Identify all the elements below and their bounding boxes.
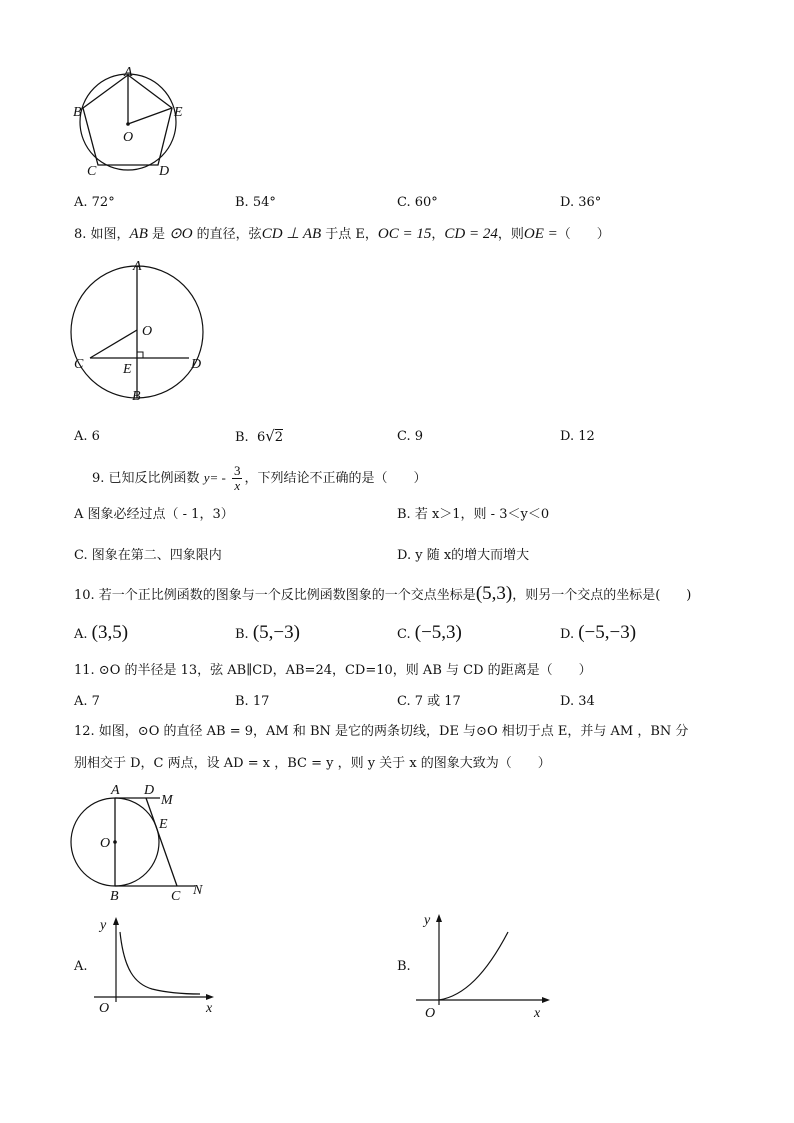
q10-option-b[interactable]	[235, 622, 300, 646]
y-axis-label: y	[424, 913, 431, 928]
q9-option-a[interactable]: A 图象必经过点（ - 1，3）	[74, 507, 234, 522]
radius-oc	[90, 330, 137, 358]
pentagon-circle-figure	[60, 62, 200, 182]
origin-label: O	[425, 1006, 436, 1020]
q11-option-b[interactable]: B. 17	[235, 694, 270, 709]
q10-option-a-value: (3,5)	[91, 622, 129, 643]
q8-then: ，则	[497, 227, 524, 242]
radius-oe	[128, 108, 172, 124]
q7-option-c[interactable]: C. 60°	[397, 195, 438, 210]
x-axis-arrow-icon	[542, 997, 550, 1003]
q8-oc-eq: OC = 15	[377, 226, 432, 242]
q9-stem-a: 9. 已知反比例函数	[92, 471, 200, 486]
q10-stem-a: 10. 若一个正比例函数的图象与一个反比例函数图象的一个交点坐标是	[74, 588, 476, 603]
q10-stem	[74, 583, 691, 607]
label-e: E	[174, 105, 183, 120]
q12-tangent-figure	[60, 780, 220, 905]
q8-blank: （ ）	[557, 227, 610, 242]
x-axis-label: x	[534, 1006, 541, 1020]
q12-option-b-label[interactable]: B.	[397, 959, 411, 974]
q8-circle-figure	[62, 252, 222, 407]
q11-option-d[interactable]: D. 34	[560, 694, 595, 709]
origin-label: O	[99, 1001, 110, 1016]
q8-option-c[interactable]: C. 9	[397, 429, 424, 444]
y-axis-arrow-icon	[113, 917, 119, 925]
q10-option-d-label: D.	[560, 627, 575, 642]
q8-cd-eq: CD = 24	[444, 226, 498, 242]
increasing-curve	[439, 932, 508, 1000]
center-point	[113, 840, 117, 844]
q8-option-b-coef: 6	[256, 430, 266, 445]
center-point	[126, 122, 130, 126]
label-o: O	[100, 836, 111, 851]
q10-point: (5,3)	[475, 583, 513, 604]
q9-stem-b: ，下列结论不正确的是（ ）	[244, 471, 427, 486]
q8-chord: 的直径，弦	[192, 227, 262, 242]
q9-fraction	[232, 464, 243, 493]
sqrt-icon: √	[265, 427, 275, 445]
q11-stem: 11. ⊙O 的半径是 13，弦 AB∥CD，AB=24，CD=10，则 AB 与 CD 的距离是（ ）	[74, 663, 592, 678]
label-b: B	[132, 389, 141, 404]
label-o: O	[142, 324, 153, 339]
q10-option-d[interactable]	[560, 622, 636, 646]
label-m: M	[161, 793, 173, 808]
q7-option-a[interactable]: A. 72°	[74, 195, 115, 210]
q9-y-eq: y= -	[203, 470, 226, 485]
label-a: A	[111, 783, 120, 798]
x-axis-label: x	[206, 1001, 213, 1016]
q10-option-d-value: (−5,−3)	[578, 622, 637, 643]
label-b: B	[73, 105, 82, 120]
q10-stem-b: ，则另一个交点的坐标是( )	[512, 588, 692, 603]
y-axis-label: y	[100, 918, 107, 933]
label-e: E	[159, 817, 168, 832]
q10-option-c-value: (−5,3)	[414, 622, 462, 643]
label-d: D	[144, 783, 155, 798]
q8-option-b-radicand: 2	[274, 430, 284, 445]
q8-stem: 8. 如图，AB 是 ⊙O 的直径，弦CD ⊥ AB 于点 E，OC = 15，CD = 24，则OE =（ ）	[74, 226, 610, 242]
label-d: D	[159, 164, 170, 179]
label-o: O	[123, 130, 134, 145]
q10-option-c[interactable]	[397, 622, 462, 646]
q11-option-c[interactable]: C. 7 或 17	[397, 694, 461, 709]
q10-option-b-value: (5,−3)	[252, 622, 300, 643]
label-a: A	[124, 65, 133, 80]
label-c: C	[171, 889, 181, 904]
q8-cd-perp-ab: CD ⊥ AB	[261, 226, 322, 242]
q9-option-b[interactable]: B. 若 x＞1，则 - 3＜y＜0	[397, 507, 550, 522]
q9-option-d[interactable]: D. y 随 x的增大而增大	[397, 548, 530, 563]
q9-option-c[interactable]: C. 图象在第二、四象限内	[74, 548, 222, 563]
q12-graph-b[interactable]	[412, 908, 557, 1020]
label-n: N	[193, 883, 203, 898]
q8-option-d[interactable]: D. 12	[560, 429, 595, 444]
q7-option-d[interactable]: D. 36°	[560, 195, 602, 210]
hyperbola-curve	[120, 932, 200, 994]
tangent-de	[146, 798, 177, 886]
label-a: A	[133, 259, 142, 274]
q8-foot: 于点 E，	[321, 227, 378, 242]
q9-frac-num: 3	[233, 463, 241, 478]
q8-oe: OE =	[523, 226, 558, 242]
label-c: C	[74, 357, 84, 372]
q10-option-a[interactable]	[74, 622, 128, 646]
x-axis-arrow-icon	[206, 994, 214, 1000]
q10-option-b-label: B.	[235, 627, 249, 642]
q12-stem-line2: 别相交于 D，C 两点，设 AD = x ，BC = y ，则 y 关于 x 的图象大致为（ ）	[74, 756, 551, 771]
q8-option-b-label: B.	[235, 430, 249, 445]
y-axis-arrow-icon	[436, 914, 442, 922]
q9-frac-den: x	[234, 478, 241, 493]
label-c: C	[87, 164, 97, 179]
q11-option-a[interactable]: A. 7	[74, 694, 100, 709]
q10-option-a-label: A.	[74, 627, 88, 642]
q10-option-c-label: C.	[397, 627, 411, 642]
q8-circle-o: ⊙O	[169, 226, 193, 242]
q8-is: 是	[147, 227, 170, 242]
label-d: D	[191, 357, 202, 372]
q12-stem-line1: 12. 如图，⊙O 的直径 AB = 9，AM 和 BN 是它的两条切线，DE 与⊙O 相切于点 E，并与 AM ，BN 分	[74, 724, 689, 739]
q8-stem-prefix: 8. 如图，	[74, 227, 130, 242]
q8-option-a[interactable]: A. 6	[74, 429, 100, 444]
right-angle-mark	[137, 352, 143, 358]
q8-option-b[interactable]	[235, 426, 283, 448]
q9-stem	[92, 461, 426, 496]
q7-option-b[interactable]: B. 54°	[235, 195, 276, 210]
q8-ab: AB	[129, 226, 148, 242]
label-e: E	[123, 362, 132, 377]
q12-option-a-label[interactable]: A.	[74, 959, 88, 974]
label-b: B	[110, 889, 119, 904]
q12-graph-a[interactable]	[90, 912, 220, 1017]
